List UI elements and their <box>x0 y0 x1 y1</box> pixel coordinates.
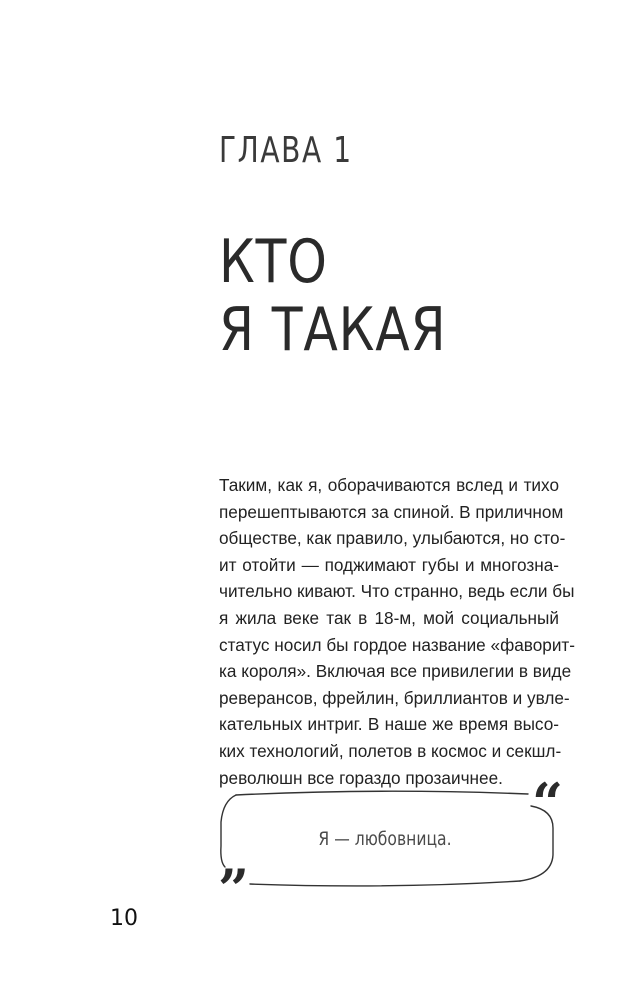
chapter-title-line-1: КТО <box>219 227 328 297</box>
body-line: кательных интриг. В наше же время высо- <box>219 714 559 735</box>
body-line: ка короля». Включая все привилегии в виде <box>219 661 572 682</box>
body-line: статус носил бы гордое название «фаворит- <box>219 634 576 655</box>
page-number: 10 <box>110 906 138 931</box>
body-paragraph <box>219 472 576 791</box>
body-line: Таким, как я, оборачиваются вслед и тихо <box>219 475 559 495</box>
close-quote-mark-icon: ” <box>218 857 250 921</box>
body-line: революшн все гораздо прозаичнее. <box>219 767 503 788</box>
quote-frame-top-line <box>236 791 528 795</box>
body-line: реверансов, фрейлин, бриллиантов и увле- <box>219 687 570 708</box>
body-line: перешептываются за спиной. В приличном <box>219 501 564 522</box>
chapter-title-line-2: Я ТАКАЯ <box>219 295 447 365</box>
quote-frame-right-curve <box>520 806 553 881</box>
chapter-label: ГЛАВА 1 <box>219 130 353 171</box>
body-line: я жила веке так в 18-м, мой социальный <box>219 607 559 628</box>
body-line: чительно кивают. Что странно, ведь если бы <box>219 581 575 602</box>
quote-frame-left-curve <box>221 795 236 867</box>
quote-frame-bottom-line <box>250 881 520 886</box>
body-line: ит отойти — поджимают губы и многозна- <box>219 554 559 575</box>
chapter-title <box>219 228 446 364</box>
body-line: обществе, как правило, улыбаются, но сто- <box>219 528 566 549</box>
pull-quote-text: Я — любовница. <box>318 828 452 850</box>
open-quote-mark-icon: “ <box>532 771 564 835</box>
body-line: ких технологий, полетов в космос и секшл- <box>219 740 562 761</box>
